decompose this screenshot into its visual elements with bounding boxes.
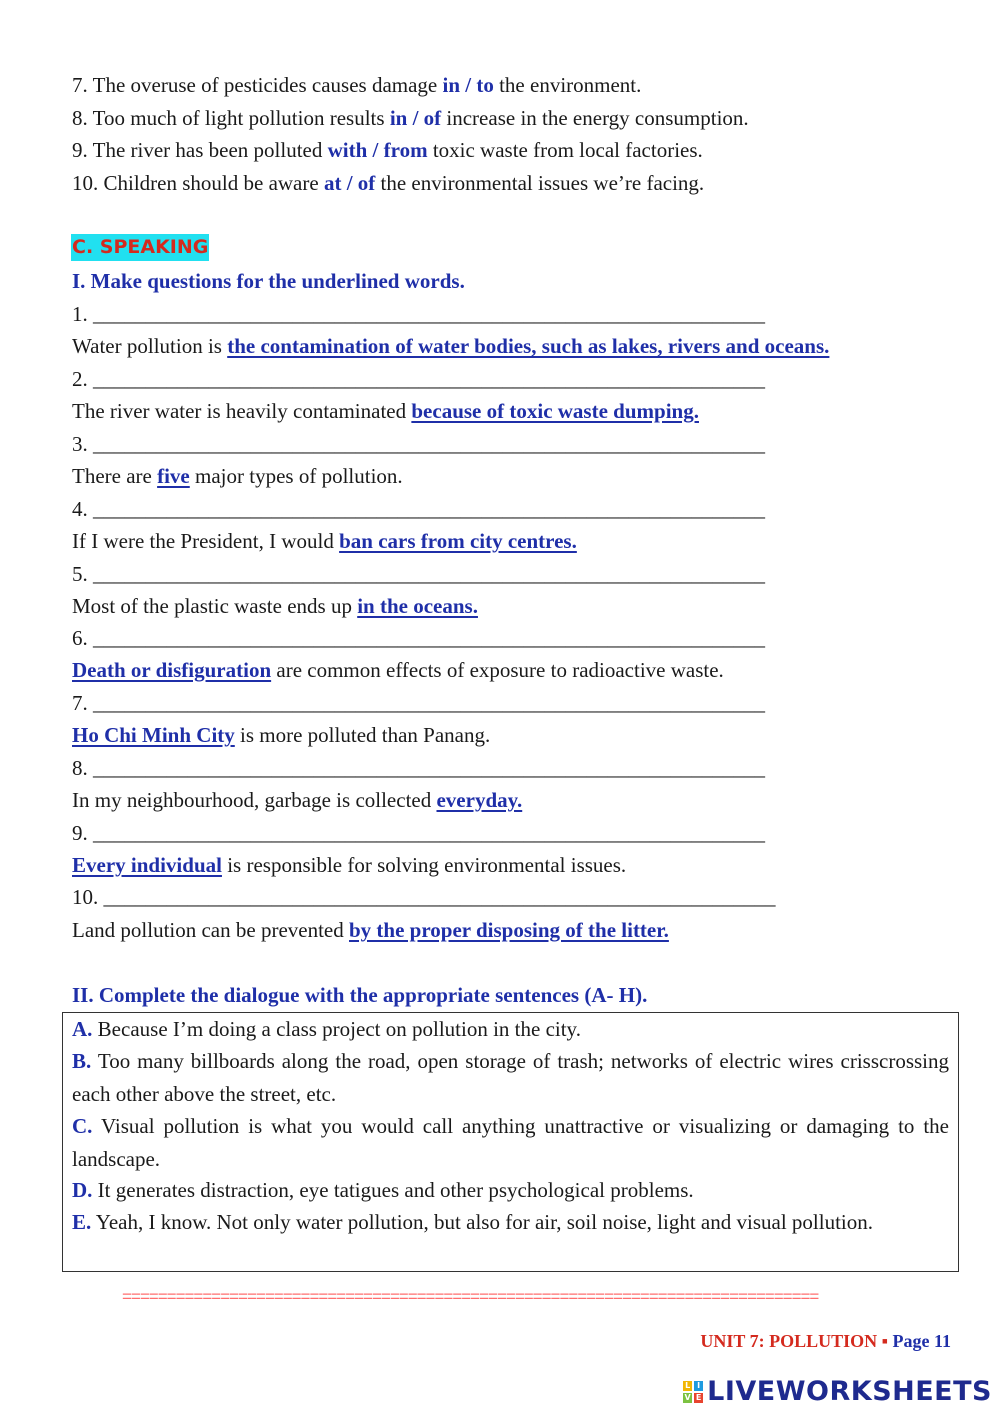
- answer-input[interactable]: ________________________________________________________________: [93, 302, 765, 326]
- liveworksheets-logo[interactable]: [682, 1376, 992, 1407]
- option-c: C. Visual pollution is what you would call anything unattractive or visualizing or damaging to the landscape.: [72, 1114, 949, 1171]
- question-sentence-6: Death or disfiguration are common effects of exposure to radioactive waste.: [72, 658, 724, 682]
- options-box: [62, 1012, 959, 1272]
- question-blank-6: 6. ________________________________________________________________: [72, 626, 765, 650]
- question-blank-5: 5. ________________________________________________________________: [72, 562, 765, 586]
- question-sentence-7: Ho Chi Minh City is more polluted than Panang.: [72, 723, 491, 747]
- choice-option[interactable]: in / to: [442, 73, 494, 97]
- logo-text: LIVEWORKSHEETS: [707, 1376, 992, 1407]
- part1-heading: I. Make questions for the underlined words.: [72, 269, 465, 293]
- exercise-item-10: 10. Children should be aware at / of the environmental issues we’re facing.: [72, 171, 705, 195]
- question-blank-1: 1. ________________________________________________________________: [72, 302, 765, 326]
- question-blank-7: 7. ________________________________________________________________: [72, 691, 765, 715]
- question-sentence-9: Every individual is responsible for solving environmental issues.: [72, 853, 627, 877]
- choice-option[interactable]: at / of: [323, 171, 376, 195]
- logo-icon: L I V E: [682, 1380, 704, 1404]
- answer-input[interactable]: ________________________________________________________________: [93, 691, 765, 715]
- answer-input[interactable]: ________________________________________________________________: [103, 885, 776, 909]
- option-e: E. Yeah, I know. Not only water pollution, but also for air, soil noise, light and visual pollution.: [72, 1210, 874, 1234]
- option-b: B. Too many billboards along the road, open storage of trash; networks of electric wires crisscrossing each other above the street, etc.: [72, 1049, 949, 1106]
- question-sentence-10: Land pollution can be prevented by the proper disposing of the litter.: [72, 918, 669, 942]
- question-blank-4: 4. ________________________________________________________________: [72, 497, 765, 521]
- answer-input[interactable]: ________________________________________________________________: [93, 432, 765, 456]
- answer-input[interactable]: ________________________________________________________________: [93, 562, 765, 586]
- section-title-speaking: C. SPEAKING: [71, 234, 209, 261]
- exercise-item-7: 7. The overuse of pesticides causes damage in / to the environment.: [72, 73, 642, 97]
- question-blank-8: 8. ________________________________________________________________: [72, 756, 765, 780]
- question-sentence-2: The river water is heavily contaminated because of toxic waste dumping.: [72, 399, 699, 423]
- question-blank-10: 10. ________________________________________________________________: [72, 885, 776, 909]
- part2-heading: II. Complete the dialogue with the appropriate sentences (A- H).: [72, 983, 648, 1007]
- separator-line: ==============================================================================: [122, 1290, 819, 1304]
- question-sentence-1: Water pollution is the contamination of water bodies, such as lakes, rivers and oceans.: [72, 334, 830, 358]
- question-sentence-8: In my neighbourhood, garbage is collected everyday.: [72, 788, 523, 812]
- answer-input[interactable]: ________________________________________________________________: [93, 756, 765, 780]
- option-a: A. Because I’m doing a class project on pollution in the city.: [72, 1017, 581, 1041]
- question-blank-2: 2. ________________________________________________________________: [72, 367, 765, 391]
- question-sentence-5: Most of the plastic waste ends up in the oceans.: [72, 594, 478, 618]
- exercise-item-9: 9. The river has been polluted with / from toxic waste from local factories.: [72, 138, 703, 162]
- question-sentence-3: There are five major types of pollution.: [72, 464, 403, 488]
- answer-input[interactable]: ________________________________________________________________: [93, 367, 765, 391]
- choice-option[interactable]: with / from: [327, 138, 428, 162]
- answer-input[interactable]: ________________________________________________________________: [93, 821, 765, 845]
- question-blank-9: 9. ________________________________________________________________: [72, 821, 765, 845]
- answer-input[interactable]: ________________________________________________________________: [93, 626, 765, 650]
- choice-option[interactable]: in / of: [389, 106, 442, 130]
- question-blank-3: 3. ________________________________________________________________: [72, 432, 765, 456]
- question-sentence-4: If I were the President, I would ban cars from city centres.: [72, 529, 577, 553]
- exercise-item-8: 8. Too much of light pollution results in / of increase in the energy consumption.: [72, 106, 749, 130]
- option-d: D. It generates distraction, eye tatigues and other psychological problems.: [72, 1178, 694, 1202]
- answer-input[interactable]: ________________________________________________________________: [93, 497, 765, 521]
- page-footer: UNIT 7: POLLUTION ▪ Page 11: [700, 1331, 951, 1351]
